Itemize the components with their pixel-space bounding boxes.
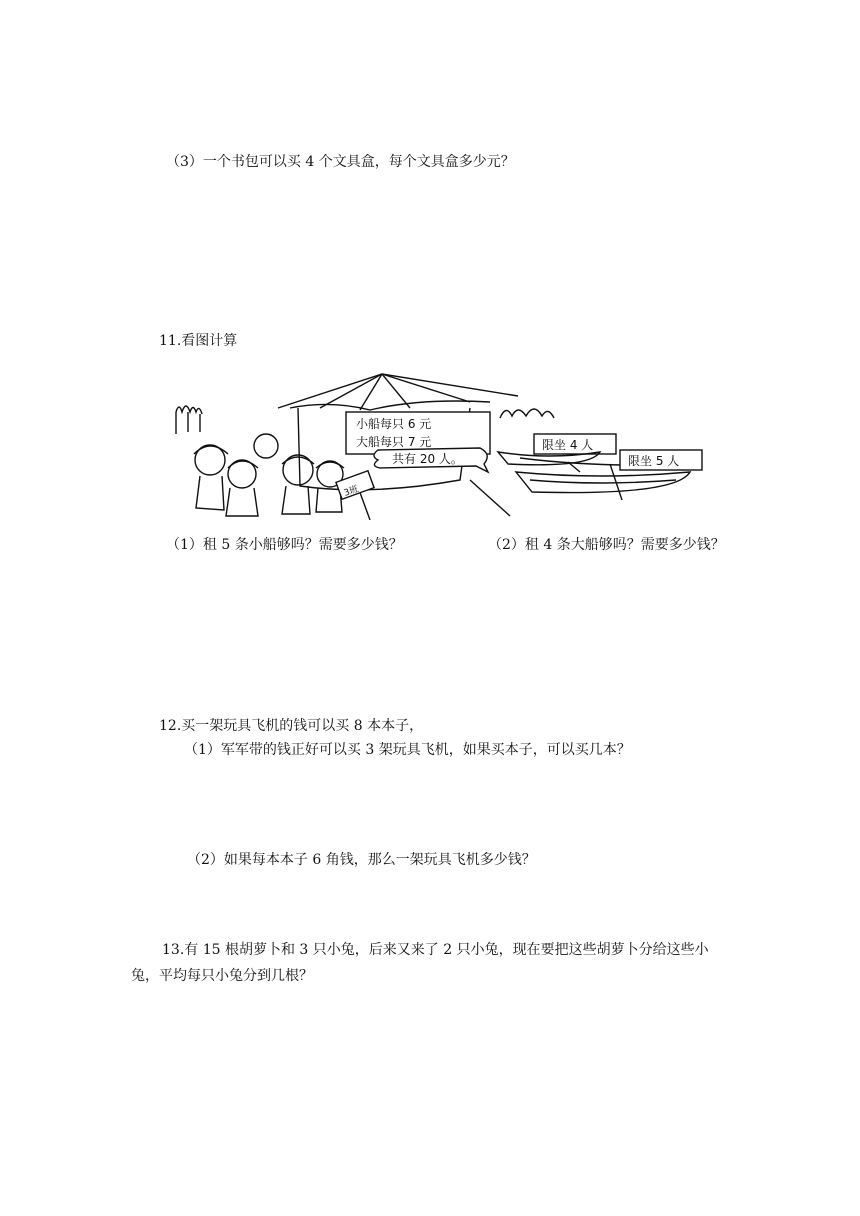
price-sign-line2: 大船每只 7 元	[356, 435, 432, 449]
big-boat-label: 限坐 5 人	[628, 454, 680, 468]
q12-part1: （1）军军带的钱正好可以买 3 架玩具飞机，如果买本子，可以买几本？	[184, 742, 631, 758]
class-flag-label: 3班	[342, 484, 361, 499]
boat-rental-illustration	[170, 368, 705, 520]
q12-title: 12.买一架玩具飞机的钱可以买 8 本本子，	[159, 718, 424, 734]
price-sign-line1: 小船每只 6 元	[356, 417, 432, 431]
q13-line2: 兔，平均每只小兔分到几根？	[131, 968, 313, 984]
q12-part2: （2）如果每本本子 6 角钱，那么一架玩具飞机多少钱？	[187, 852, 536, 868]
q11-part1: （1）租 5 条小船够吗？需要多少钱？	[166, 537, 403, 553]
q13-line1: 13.有 15 根胡萝卜和 3 只小兔，后来又来了 2 只小兔，现在要把这些胡萝卜分给这些小	[162, 942, 709, 958]
q11-title: 11.看图计算	[159, 333, 238, 349]
q10-part3: （3）一个书包可以买 4 个文具盒，每个文具盒多少元？	[166, 154, 515, 170]
small-boat-label: 限坐 4 人	[542, 438, 594, 452]
speech-bubble-text: 共有 20 人。	[392, 452, 463, 466]
q11-part2: （2）租 4 条大船够吗？需要多少钱？	[488, 537, 725, 553]
